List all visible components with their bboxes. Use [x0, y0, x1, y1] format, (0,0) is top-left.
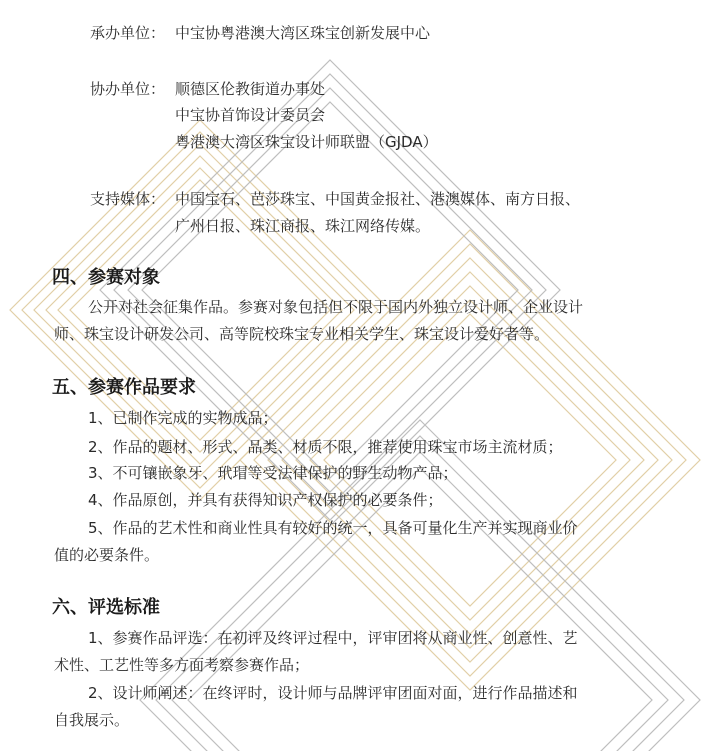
list-item: 5、作品的艺术性和商业性具有较好的统一，具备可量化生产并实现商业价 — [88, 519, 578, 537]
co-organizer-item: 粤港澳大湾区珠宝设计师联盟（GJDA） — [175, 133, 438, 151]
list-item: 2、设计师阐述：在终评时，设计师与品牌评审团面对面，进行作品描述和 — [88, 684, 578, 702]
media-line: 广州日报、珠江商报、珠江网络传媒。 — [175, 217, 431, 235]
list-item: 值的必要条件。 — [54, 546, 160, 564]
list-item: 1、已制作完成的实物成品； — [88, 409, 278, 427]
list-item: 1、参赛作品评选：在初评及终评过程中，评审团将从商业性、创意性、艺 — [88, 629, 578, 647]
list-item: 自我展示。 — [54, 711, 130, 729]
host-value: 中宝协粤港澳大湾区珠宝创新发展中心 — [175, 24, 431, 42]
host-label: 承办单位： — [90, 24, 166, 42]
paragraph-line: 师、珠宝设计研发公司、高等院校珠宝专业相关学生、珠宝设计爱好者等。 — [54, 325, 550, 343]
paragraph-line: 公开对社会征集作品。参赛对象包括但不限于国内外独立设计师、企业设计 — [88, 298, 584, 316]
list-item: 术性、工艺性等多方面考察参赛作品； — [54, 656, 310, 674]
media-line: 中国宝石、芭莎珠宝、中国黄金报社、港澳媒体、南方日报、 — [175, 190, 581, 208]
list-item: 2、作品的题材、形式、品类、材质不限，推荐使用珠宝市场主流材质； — [88, 438, 563, 456]
section-heading: 四、参赛对象 — [52, 267, 160, 288]
media-label: 支持媒体： — [90, 190, 166, 208]
section-heading: 六、评选标准 — [52, 597, 160, 618]
list-item: 4、作品原创，并具有获得知识产权保护的必要条件； — [88, 491, 443, 509]
section-heading: 五、参赛作品要求 — [52, 377, 196, 398]
list-item: 3、不可镶嵌象牙、玳瑁等受法律保护的野生动物产品； — [88, 464, 458, 482]
co-organizer-label: 协办单位： — [90, 80, 166, 98]
co-organizer-item: 顺德区伦教街道办事处 — [175, 80, 326, 98]
co-organizer-item: 中宝协首饰设计委员会 — [175, 106, 326, 124]
